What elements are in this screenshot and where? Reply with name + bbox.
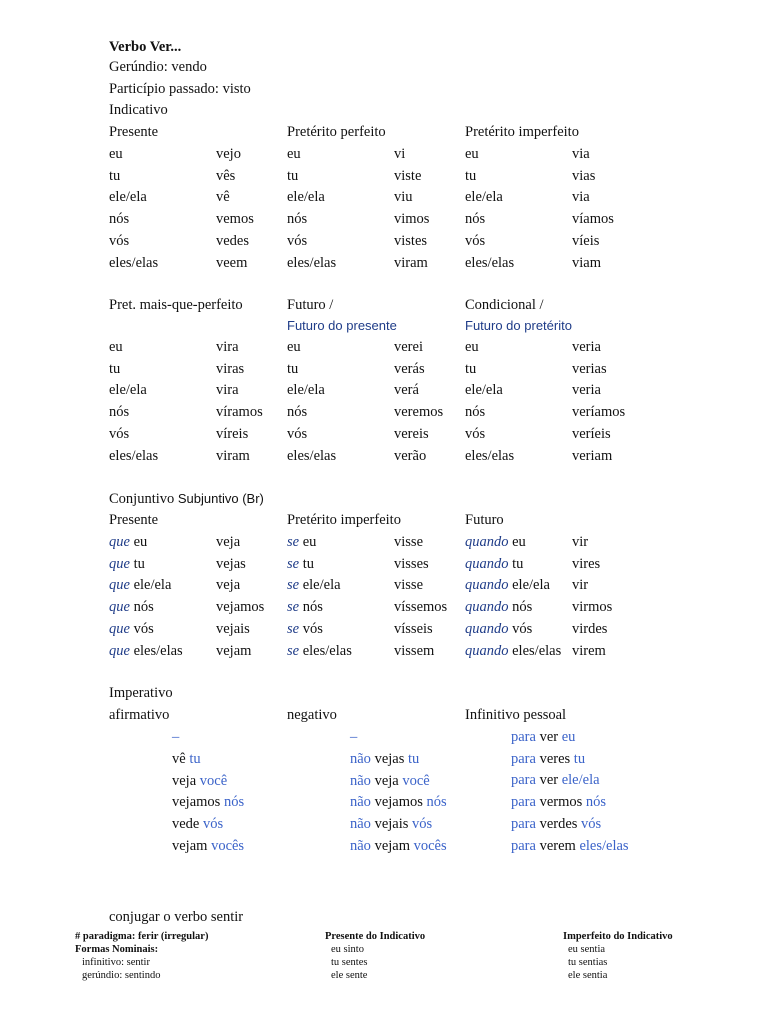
- verb-form: virem: [572, 642, 606, 659]
- imperfeito-item: eu sentia: [568, 944, 606, 955]
- preposition: para: [511, 729, 536, 745]
- pronoun: tu: [189, 751, 201, 767]
- pronoun: vocês: [413, 837, 447, 854]
- page-title: Verbo Ver...: [109, 39, 182, 55]
- pronoun: eu: [465, 146, 479, 162]
- tense-title: Futuro /: [287, 297, 334, 313]
- verb-form: visse: [394, 534, 423, 550]
- subjunctive-pronoun: [109, 577, 171, 594]
- particle: se: [287, 620, 300, 637]
- pronoun: tu: [287, 360, 299, 377]
- tense-title: Presente: [109, 512, 159, 528]
- verb-form: vejamos: [374, 794, 423, 811]
- infinitivo-item: [511, 729, 575, 746]
- imperativo-heading: Imperativo: [109, 685, 173, 701]
- negativo-item: [350, 751, 419, 768]
- verb-form: visses: [394, 555, 429, 572]
- preposition: para: [511, 772, 536, 789]
- verb-form: visse: [394, 577, 423, 594]
- pronoun: tu: [465, 360, 477, 377]
- imperfeito-item: tu sentias: [568, 957, 608, 968]
- pronoun: eles/elas: [109, 447, 159, 464]
- pronoun: nós: [465, 404, 486, 421]
- tense-subtitle: Futuro do presente: [287, 318, 397, 333]
- verb-form: vejo: [216, 146, 241, 162]
- particle: se: [287, 577, 300, 594]
- negativo-item: [350, 773, 430, 790]
- pronoun: tu: [287, 167, 299, 184]
- verb-form: víssemos: [394, 599, 448, 616]
- pronoun: eles/elas: [287, 254, 337, 271]
- verb-form: vir: [572, 534, 589, 550]
- verb-form: verdes: [539, 815, 578, 832]
- verb-form: vereis: [394, 425, 429, 442]
- infinitivo-item: [511, 838, 629, 855]
- verb-form: viste: [394, 167, 422, 184]
- subjunctive-pronoun: [287, 577, 341, 594]
- verb-form: víamos: [572, 211, 614, 228]
- subjunctive-pronoun: [287, 534, 316, 551]
- verb-form: verem: [539, 837, 576, 854]
- particle: se: [287, 642, 300, 659]
- formas-nominais-label: Formas Nominais:: [75, 944, 159, 955]
- verb-form: vejais: [216, 620, 250, 637]
- pronoun: vós: [109, 425, 130, 442]
- gerundio-footer-line: gerúndio: sentindo: [82, 970, 161, 981]
- pronoun: vós: [302, 620, 323, 637]
- pronoun: eu: [287, 339, 301, 355]
- verb-form: vemos: [216, 211, 254, 228]
- verb-form: verias: [572, 360, 607, 377]
- presente-indicativo-title: Presente do Indicativo: [325, 931, 426, 942]
- verb-form: virmos: [572, 599, 613, 616]
- verb-form: verei: [394, 339, 423, 355]
- pronoun: nós: [426, 794, 447, 811]
- conjuntivo-label: Conjuntivo: [109, 491, 175, 507]
- verb-form: vedes: [216, 232, 250, 249]
- verb-form: veriam: [572, 447, 613, 464]
- verb-form: vês: [216, 167, 236, 184]
- verb-form: víreis: [216, 425, 249, 442]
- pronoun: ele/ela: [287, 189, 325, 206]
- tense-subtitle: Futuro do pretérito: [465, 318, 572, 333]
- imperfeito-item: ele sentia: [568, 970, 608, 981]
- presente-item: eu sinto: [331, 944, 364, 955]
- pronoun: eles/elas: [579, 837, 629, 854]
- pronoun: tu: [302, 555, 314, 572]
- afirmativo-item: [172, 773, 227, 790]
- preposition: para: [511, 794, 536, 811]
- afirmativo-item: [172, 794, 244, 811]
- verb-form: vi: [394, 146, 406, 162]
- subjunctive-pronoun: [465, 577, 550, 594]
- particle: quando: [465, 555, 509, 572]
- verb-form: vejam: [374, 837, 410, 854]
- pronoun: nós: [465, 211, 486, 228]
- pronoun: vós: [412, 816, 433, 833]
- pronoun: eu: [465, 339, 479, 355]
- subjunctive-pronoun: [109, 643, 183, 660]
- verb-form: verá: [394, 382, 419, 399]
- verb-form: vistes: [394, 232, 428, 249]
- pronoun: eu: [561, 729, 576, 745]
- subjunctive-pronoun: [465, 643, 561, 660]
- infinitivo-item: [511, 772, 600, 789]
- pronoun: eles/elas: [465, 254, 515, 271]
- negativo-dash: –: [350, 729, 358, 745]
- particle: quando: [465, 534, 509, 550]
- infinitivo-pessoal-label: Infinitivo pessoal: [465, 707, 567, 723]
- preposition: para: [511, 837, 536, 854]
- subjunctive-pronoun: [109, 556, 145, 573]
- imperfeito-indicativo-title: Imperfeito do Indicativo: [563, 931, 673, 942]
- particle: que: [109, 642, 130, 659]
- verb-form: veria: [572, 382, 601, 399]
- verb-form: veja: [374, 772, 399, 789]
- verb-form: vejamos: [172, 794, 221, 811]
- pronoun: ele/ela: [465, 382, 503, 399]
- verb-form: via: [572, 189, 590, 206]
- pronoun: nós: [133, 599, 154, 616]
- tense-title: Condicional /: [465, 297, 544, 313]
- pronoun: eu: [109, 339, 123, 355]
- particle: se: [287, 534, 300, 550]
- pronoun: tu: [465, 167, 477, 184]
- verb-form: veremos: [394, 404, 444, 421]
- verb-form: vejamos: [216, 599, 265, 616]
- negation: não: [350, 837, 371, 854]
- verb-form: vires: [572, 555, 601, 572]
- subjunctive-pronoun: [109, 534, 147, 551]
- verb-form: veríamos: [572, 404, 626, 421]
- conjugar-line: conjugar o verbo sentir: [109, 909, 244, 925]
- infinitivo-item: [511, 816, 601, 833]
- pronoun: ele/ela: [465, 189, 503, 206]
- paradigma-line: # paradigma: ferir (irregular): [75, 931, 209, 942]
- verb-form: víramos: [216, 404, 263, 421]
- participio-line: Particípio passado: visto: [109, 81, 251, 97]
- pronoun: vós: [465, 232, 486, 249]
- infinitivo-line: infinitivo: sentir: [82, 957, 150, 968]
- afirmativo-item: [172, 816, 223, 833]
- subjunctive-pronoun: [287, 643, 352, 660]
- infinitivo-item: [511, 794, 606, 811]
- verb-form: ver: [539, 729, 559, 745]
- verb-form: vísseis: [394, 620, 433, 637]
- pronoun: tu: [512, 555, 524, 572]
- pronoun: eu: [133, 534, 148, 550]
- verb-form: vias: [572, 167, 596, 184]
- pronoun: vós: [203, 816, 224, 833]
- pronoun: ele/ela: [133, 577, 172, 594]
- pronoun: vós: [465, 425, 486, 442]
- afirmativo-dash: –: [172, 729, 180, 745]
- pronoun: vocês: [211, 837, 245, 854]
- verb-form: viam: [572, 254, 601, 271]
- negation: não: [350, 816, 371, 833]
- particle: quando: [465, 599, 509, 616]
- verb-form: viram: [394, 254, 428, 271]
- verb-form: vimos: [394, 211, 430, 228]
- pronoun: ele/ela: [512, 577, 550, 594]
- verb-form: vê: [172, 751, 186, 767]
- afirmativo-label: afirmativo: [109, 707, 170, 723]
- preposition: para: [511, 815, 536, 832]
- verb-form: vê: [216, 189, 230, 206]
- subjunctive-pronoun: [465, 621, 532, 638]
- verb-form: veja: [216, 577, 241, 594]
- pronoun: eles/elas: [133, 642, 183, 659]
- pronoun: eles/elas: [109, 254, 159, 271]
- negativo-item: [350, 838, 447, 855]
- verb-form: vissem: [394, 642, 435, 659]
- verb-form: vermos: [539, 794, 583, 811]
- verb-form: veem: [216, 254, 248, 271]
- pronoun: vós: [287, 232, 308, 249]
- afirmativo-item: [172, 751, 201, 768]
- pronoun: ele/ela: [302, 577, 341, 594]
- pronoun: nós: [585, 794, 607, 811]
- verb-form: virdes: [572, 620, 608, 637]
- pronoun: eles/elas: [287, 447, 337, 464]
- pronoun: você: [402, 772, 430, 789]
- subjunctive-pronoun: [465, 599, 532, 616]
- subjunctive-pronoun: [465, 556, 523, 573]
- negativo-item: [350, 816, 432, 833]
- pronoun: nós: [287, 211, 308, 228]
- particle: se: [287, 599, 300, 616]
- pronoun: eles/elas: [465, 447, 515, 464]
- pronoun: vós: [581, 815, 602, 832]
- verb-form: vira: [216, 339, 239, 355]
- tense-title: Pretérito imperfeito: [465, 124, 579, 140]
- pronoun: nós: [109, 211, 130, 228]
- pronoun: ele/ela: [287, 382, 325, 399]
- pronoun: tu: [109, 360, 121, 377]
- verb-form: víeis: [572, 232, 600, 249]
- negation: não: [350, 751, 371, 767]
- subjunctive-pronoun: [287, 556, 314, 573]
- verb-form: ver: [539, 772, 559, 789]
- particle: se: [287, 555, 300, 572]
- verb-form: vir: [572, 577, 589, 594]
- particle: que: [109, 577, 130, 594]
- verb-form: veja: [172, 772, 197, 789]
- pronoun: você: [199, 772, 228, 789]
- verb-form: vede: [172, 816, 200, 833]
- tense-title: Pret. mais-que-perfeito: [109, 297, 243, 313]
- verb-form: veres: [539, 750, 571, 767]
- particle: quando: [465, 620, 509, 637]
- subjunctive-pronoun: [465, 534, 526, 551]
- infinitivo-item: [511, 751, 585, 768]
- indicativo-heading: Indicativo: [109, 102, 168, 118]
- pronoun: nós: [287, 404, 308, 421]
- pronoun: tu: [573, 750, 586, 767]
- conjuntivo-heading: [109, 491, 264, 508]
- negation: não: [350, 772, 371, 789]
- pronoun: eles/elas: [512, 642, 562, 659]
- pronoun: eu: [302, 534, 317, 550]
- particle: quando: [465, 642, 509, 659]
- particle: que: [109, 555, 130, 572]
- pronoun: vós: [287, 425, 308, 442]
- pronoun: ele/ela: [109, 382, 147, 399]
- negativo-item: [350, 794, 447, 811]
- particle: que: [109, 534, 130, 550]
- verb-form: verás: [394, 360, 425, 377]
- particle: que: [109, 599, 130, 616]
- verb-form: vejam: [216, 642, 252, 659]
- pronoun: tu: [109, 167, 121, 184]
- verb-form: viu: [394, 189, 413, 206]
- pronoun: ele/ela: [561, 772, 600, 789]
- presente-item: tu sentes: [331, 957, 368, 968]
- negation: não: [350, 794, 371, 811]
- pronoun: eu: [512, 534, 526, 550]
- tense-title: Pretérito perfeito: [287, 124, 386, 140]
- pronoun: vós: [133, 620, 154, 637]
- pronoun: nós: [302, 599, 323, 616]
- verb-form: viram: [216, 447, 250, 464]
- tense-title: Futuro: [465, 512, 504, 528]
- pronoun: eu: [287, 146, 301, 162]
- pronoun: nós: [223, 794, 245, 811]
- subjunctive-pronoun: [287, 621, 323, 638]
- subjunctive-pronoun: [109, 599, 154, 616]
- pronoun: nós: [109, 404, 130, 421]
- pronoun: tu: [133, 555, 145, 572]
- presente-item: ele sente: [331, 970, 368, 981]
- pronoun: vós: [109, 232, 130, 249]
- verb-form: vejas: [374, 751, 405, 767]
- verb-form: vejam: [172, 837, 208, 854]
- pronoun: eles/elas: [302, 642, 352, 659]
- tense-title: Presente: [109, 124, 159, 140]
- subjunctive-pronoun: [287, 599, 323, 616]
- particle: quando: [465, 577, 509, 594]
- negativo-label: negativo: [287, 707, 337, 723]
- verb-form: viras: [216, 360, 245, 377]
- tense-title: Pretérito imperfeito: [287, 512, 401, 528]
- pronoun: nós: [512, 599, 533, 616]
- verb-form: veríeis: [572, 425, 611, 442]
- subjunctive-pronoun: [109, 621, 154, 638]
- verb-form: vejas: [216, 555, 246, 572]
- preposition: para: [511, 750, 536, 767]
- verb-form: veria: [572, 339, 601, 355]
- pronoun: eu: [109, 146, 123, 162]
- particle: que: [109, 620, 130, 637]
- verb-form: veja: [216, 534, 241, 550]
- pronoun: vós: [512, 620, 533, 637]
- subjuntivo-label: Subjuntivo (Br): [177, 491, 264, 506]
- gerundio-line: Gerúndio: vendo: [109, 59, 207, 75]
- pronoun: ele/ela: [109, 189, 147, 206]
- verb-form: vejais: [374, 816, 409, 833]
- verb-form: vira: [216, 382, 239, 399]
- verb-form: verão: [394, 447, 427, 464]
- afirmativo-item: [172, 838, 244, 855]
- pronoun: tu: [407, 751, 420, 767]
- verb-form: via: [572, 146, 590, 162]
